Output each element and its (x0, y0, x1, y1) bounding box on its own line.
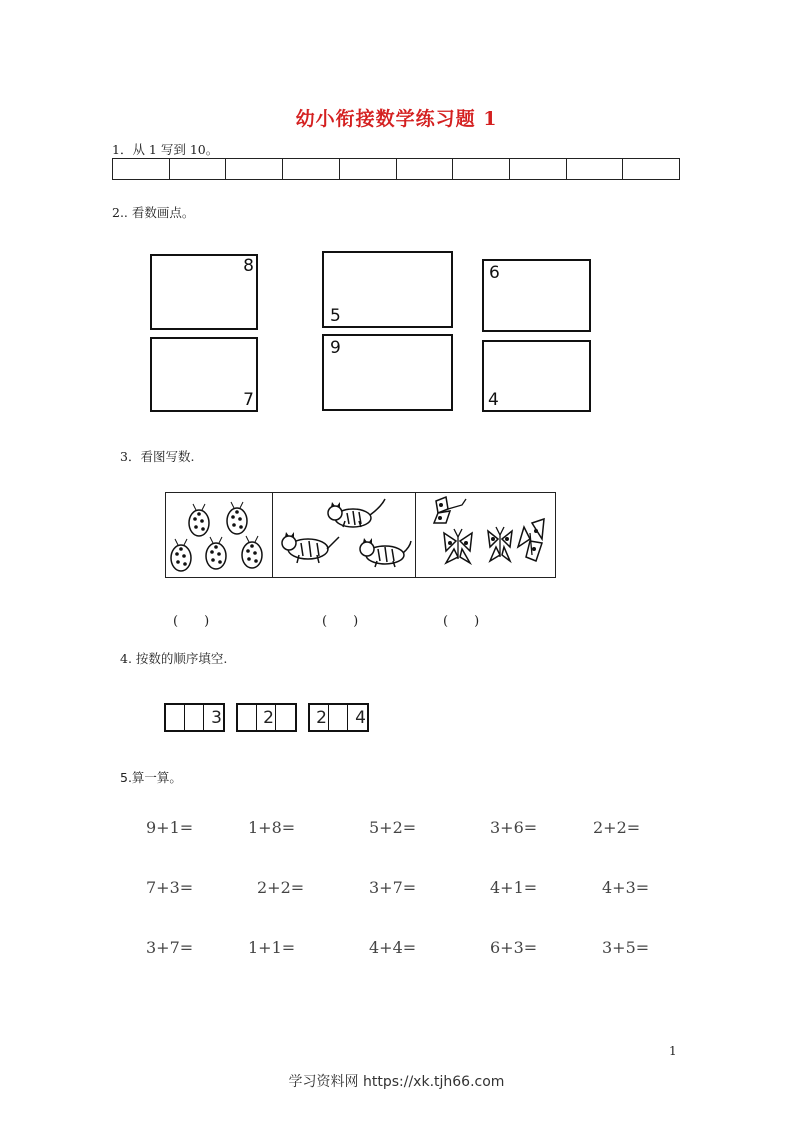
dot-box[interactable] (482, 259, 591, 332)
dot-box[interactable] (150, 254, 258, 330)
dot-box-number: 9 (330, 338, 341, 358)
equation: 1+1= (248, 938, 296, 957)
dot-box-number: 8 (243, 256, 254, 276)
question-5-label: 5.算一算。 (120, 770, 182, 785)
equation: 2+2= (257, 878, 305, 897)
equation: 4+3= (602, 878, 650, 897)
butterflies-panel (416, 493, 557, 577)
grid-cell[interactable] (453, 159, 510, 179)
answer-blank[interactable]: ( ) (173, 614, 210, 629)
question-4-label: 4. 按数的顺序填空. (120, 651, 228, 666)
ladybugs-panel (166, 493, 273, 577)
equation: 3+7= (146, 938, 194, 957)
sequence-group (308, 703, 369, 732)
equation: 3+5= (602, 938, 650, 957)
cats-panel (273, 493, 416, 577)
ladybug-icons (166, 493, 272, 577)
question-3-label: 3．看图写数. (120, 449, 195, 464)
equation: 3+7= (369, 878, 417, 897)
equation: 4+4= (369, 938, 417, 957)
grid-cell[interactable] (283, 159, 340, 179)
sequence-cell[interactable] (238, 705, 257, 730)
dot-box[interactable] (150, 337, 258, 412)
grid-cell[interactable] (340, 159, 397, 179)
dot-box-number: 6 (489, 263, 500, 283)
equation: 4+1= (490, 878, 538, 897)
sequence-cell[interactable] (329, 705, 348, 730)
grid-cell[interactable] (170, 159, 227, 179)
grid-cell[interactable] (226, 159, 283, 179)
sequence-cell[interactable]: 2 (257, 705, 276, 730)
dot-box[interactable] (322, 251, 453, 328)
writing-grid (112, 158, 680, 180)
sequence-cell[interactable]: 2 (310, 705, 329, 730)
equation: 1+8= (248, 818, 296, 837)
page-number: 1 (669, 1044, 677, 1058)
grid-cell[interactable] (397, 159, 454, 179)
answer-blank[interactable]: ( ) (443, 614, 480, 629)
sequence-cell[interactable] (166, 705, 185, 730)
page-title: 幼小衔接数学练习题 1 (295, 108, 498, 130)
grid-cell[interactable] (567, 159, 624, 179)
equation: 5+2= (369, 818, 417, 837)
sequence-cell[interactable]: 3 (211, 708, 222, 728)
dot-box[interactable] (322, 334, 453, 411)
sequence-cell[interactable] (276, 705, 295, 730)
sequence-cell[interactable] (185, 705, 204, 730)
sequence-group (164, 703, 225, 732)
sequence-group (236, 703, 297, 732)
dot-box-number: 7 (243, 390, 254, 410)
butterfly-icons (416, 493, 557, 577)
equation: 9+1= (146, 818, 194, 837)
answer-blank[interactable]: ( ) (322, 614, 359, 629)
question-1-label: 1．从 1 写到 10。 (112, 142, 219, 157)
dot-box-number: 5 (330, 306, 341, 326)
grid-cell[interactable] (623, 159, 679, 179)
grid-cell[interactable] (113, 159, 170, 179)
equation: 3+6= (490, 818, 538, 837)
picture-strip (165, 492, 556, 578)
dot-box[interactable] (482, 340, 591, 412)
equation: 7+3= (146, 878, 194, 897)
dot-box-number: 4 (488, 390, 499, 410)
sequence-cell[interactable]: 4 (355, 708, 366, 728)
equation: 6+3= (490, 938, 538, 957)
equation: 2+2= (593, 818, 641, 837)
grid-cell[interactable] (510, 159, 567, 179)
cat-icons (273, 493, 415, 577)
question-2-label: 2.. 看数画点。 (112, 205, 195, 220)
footer-watermark: 学习资料网 https://xk.tjh66.com (288, 1074, 505, 1090)
